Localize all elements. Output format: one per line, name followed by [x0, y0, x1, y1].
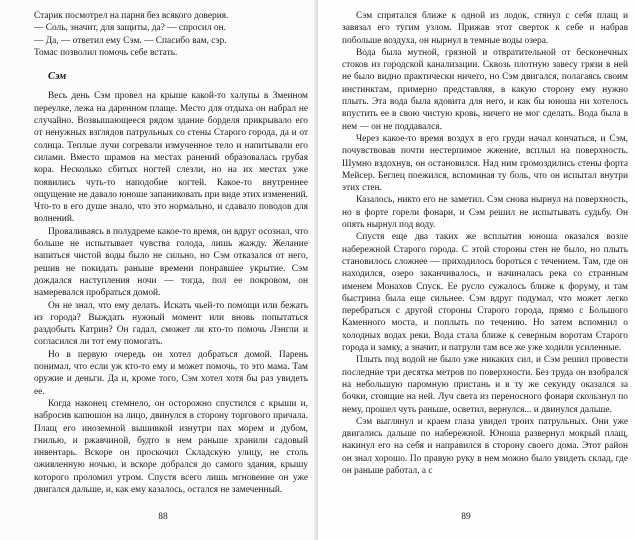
- dialogue-line: — Соль, значит, для защиты, да? — спросил он.: [34, 23, 226, 34]
- paragraph: Проваливаясь в полудреме какое-то время, он вдруг осознал, что больше не испытывает чувства голода, лишь жажду. Желание напиться чистой воды было не сильно, но Сэм отказался от него, решив не покидать раньше времени понравшее укрытие. Сэм дождался наступления ночи — тогда, пол ее покровом, он намеревался пробраться домой.: [34, 226, 308, 299]
- paragraph: Сэм выглянул и краем глаза увидел троих патрульных. Они уже двигались дальше по набережной. Юноша развернул мокрый плащ, накинул его на себя и направился в сторону своего дома. Этот район он знал хорошо. По правую руку в нем можно было увидеть склад, где он раньше работал, а с: [342, 416, 628, 476]
- right-page-text: [342, 10, 628, 477]
- paragraph: Через какое-то время воздух в его груди начал кончаться, и Сэм, почувствовав почти нестерпимое жжение, всплыл на поверхность. Шумно вздохнув, он остановился. Над ним громоздились стены форта Мейсер. Беглец поежился, вспоминая ту боль, что он испытал внутри этих стен.: [342, 133, 628, 194]
- paragraph: Он не знал, что ему делать. Искать чьей-то помощи или бежать из города? Выждать нужный момент или вновь попытаться раздобыть Катрин? Он гадал, сможет ли кто-то помочь Лэнгли и согласился ли тот ему помогать.: [34, 300, 308, 348]
- page-number: 89: [461, 512, 471, 522]
- paragraph: Вода была мутной, грязной и отвратительной от бесконечных стоков из городской канализации. Сквозь плотную завесу грязи в ней не было видно практически ничего, но Сэм двигался, полагаясь своим инстинктам, примерно представляя, в какую сторону ему нужно плыть. Эта вода была ядовита для него, и как бы юноша ни хотелось впустить ее в свою чистую кровь, ничего не мог сделать. Вода была в нем — он не поддавался.: [342, 47, 628, 132]
- paragraph: Спустя еще два таких же всплытия юноша оказался возле набережной Старого города. С этой стороны стен не было, но плыть становилось сложнее — приходилось бороться с течением. Там, где он находился, озеро заканчивалось, и начиналась река со странным именем Монахов Спуск. Ее русло сужалось ближе к форуму, и там быстрина была еще сильнее. Сэм вдруг подумал, что может легко перебраться с другой стороны Старого города, прямо с Большого Каменного моста, и поплыть по течению. Но затем вспомнил о холодных водах реки. Вода стала ближе к северным воротам Старого города и замку, а значит, и патрули там все же уже ходили усиленные.: [342, 232, 628, 354]
- right-page: [318, 0, 636, 540]
- left-page-text: [34, 10, 308, 496]
- dialogue-line: Томас позволил помочь себе встать.: [34, 47, 178, 58]
- paragraph: Весь день Сэм провел на крыше какой-то халупы в Змеином переулке, лежа на даренном плаще. Место для отдыха он набрал не случайно. Возвышающееся рядом здание борделя прикрывало его от ненужных взглядов патрульных со стены Старого города, да и от солнца. Теплые лучи согревали измученное тело и напитывали его силами. Вместо шрамов на местах ранений образовалась грубая кора. Несколько сбитых ногтей слезли, но на их местах уже появились чуть-то наподобие когтей. Какое-то внутреннее ощущение не давало юноше запаниковать при виде этих изменений. Что-то в его душе знало, что это нормально, и сдавало поводов для волнений.: [34, 91, 308, 225]
- paragraph: Но в первую очередь он хотел добраться домой. Парень понимал, что если уж кто-то ему и может помочь, то это мама. Там оружие и деньги. Да и, кроме того, Сэм хотел хотя бы раз увидеть ее.: [34, 349, 308, 397]
- paragraph: Казалось, никто его не заметил. Сэм снова нырнул на поверхность, но в форте горели фонари, и Сэм решил не испытывать судьбу. Он опять нырнул под воду.: [342, 195, 628, 231]
- paragraph: Сэм спрятался ближе к одной из лодок, стянул с себя плащ и завязал его тугим узлом. Прижав этот сверток к себе и набрав побольше воздуха, он нырнул в темные воды озера.: [342, 11, 628, 46]
- dialogue-line: — Да, — ответил ему Сэм. — Спасибо вам, сэр.: [34, 35, 227, 46]
- dialogue-line: Старик посмотрел на парня без всякого доверия.: [34, 11, 229, 21]
- page-number: 88: [158, 512, 168, 522]
- section-title: Сэм: [48, 71, 67, 83]
- paragraph: Плыть под водой не было уже никаких сил, и Сэм решил провести последние три десятка метров по поверхности. Без труда он взобрался на небольшую паромную пристань и в ту же секунду оказался за бочки, стоящие на ней. Луч света из переносного фонаря скользнул по нему, прошел чуть раньше, осветил, вернулся... и двинулся дальше.: [342, 355, 628, 415]
- paragraph: Когда наконец стемнело, он осторожно спустился с крыши и, набросив капюшон на лицо, двинулся в сторону торгового причала. Плащ его иноземной вышивкой изнутри пах морем и дубом, гнилью, и ржавчиной, будто в нем раньше хранили садовый инвентарь. Вскоре он проскочил Складскую улицу, не столь оживленную ночью, и вскоре добрался до самого здания, крышу которого проломил утром. Спустя всего лишь мгновение он уже двигался дальше, и, как ему казалось, остался не замеченный.: [34, 398, 308, 495]
